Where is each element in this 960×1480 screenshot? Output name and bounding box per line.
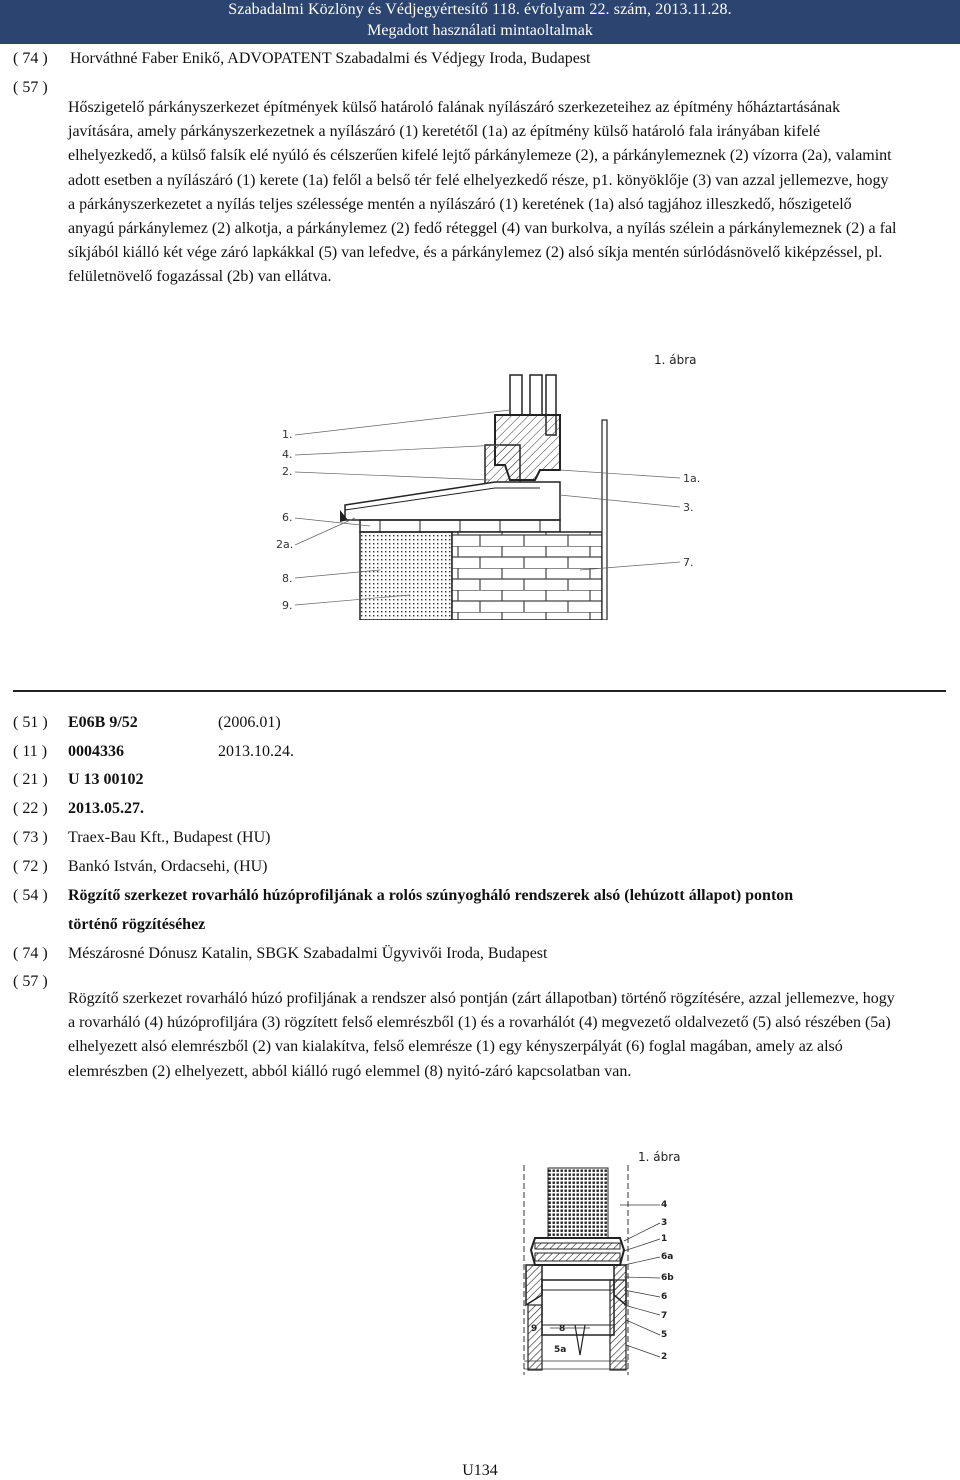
section-title: Megadott használati mintaoltalmak xyxy=(367,22,593,39)
fig1-label-1: 1. xyxy=(282,428,293,441)
inid-51-code: ( 51 ) xyxy=(13,714,48,731)
fig1-label-4: 4. xyxy=(282,448,293,461)
fig1-label-7: 7. xyxy=(683,556,694,569)
inid-74-code-2: ( 74 ) xyxy=(13,945,48,962)
fig2-label-9: 9 xyxy=(531,1324,538,1334)
fig1-label-3: 3. xyxy=(683,501,694,514)
fig2-label-7: 7 xyxy=(661,1311,668,1321)
inid-74-text: Horváthné Faber Enikő, ADVOPATENT Szabadalmi és Védjegy Iroda, Budapest xyxy=(70,50,591,67)
inid-74-text-2: Mészárosné Dónusz Katalin, SBGK Szabadalmi Ügyvivői Iroda, Budapest xyxy=(68,945,548,962)
inid-22-code: ( 22 ) xyxy=(13,800,48,817)
abstract-paragraph-2: Rögzítő szerkezet rovarháló húzó profiljának a rendszer alsó pontján (zárt állapotban) történő rögzítésére, azzal jellemezve, hogy a rovarháló (4) húzóprofiljára (3) rögzített felső elemrészből (1) és a rovarhálót (4) megvezető oldalvezető (5) alsó részében (5a) elhelyezett alsó elemrészből (2) van kialakítva, felső elemrésze (1) egy kényszerpályát (6) foglal magában, amely az alsó elemrészben (2) elhelyezett, abból kiálló rugó elemmel (8) nyitó-záró kapcsolatban van. xyxy=(68,990,895,1080)
fig2-label-3: 3 xyxy=(661,1218,668,1228)
abstract-text-2 xyxy=(68,987,898,1084)
fig1-label-2: 2. xyxy=(282,465,293,478)
page-number: U134 xyxy=(462,1462,498,1479)
fig2-label-2: 2 xyxy=(661,1352,668,1362)
inid-51-date: (2006.01) xyxy=(218,714,281,731)
fig1-label-9: 9. xyxy=(282,599,293,612)
fig2-label-6b: 6b xyxy=(661,1273,674,1283)
inid-57-code: ( 57 ) xyxy=(13,79,48,96)
fig2-label-8: 8 xyxy=(559,1324,566,1334)
inid-57-code-2: ( 57 ) xyxy=(13,973,48,990)
figure-sill-section xyxy=(260,370,720,620)
inid-22-text: 2013.05.27. xyxy=(68,800,144,817)
fig1-label-1a: 1a. xyxy=(683,472,701,485)
inid-72-code: ( 72 ) xyxy=(13,858,48,875)
inid-21-code: ( 21 ) xyxy=(13,771,48,788)
inid-73-code: ( 73 ) xyxy=(13,829,48,846)
fig2-label-6: 6 xyxy=(661,1292,668,1302)
inid-11-text: 0004336 xyxy=(68,743,124,760)
inid-54-line1: Rögzítő szerkezet rovarháló húzóprofiljának a rolós szúnyogháló rendszerek alsó (lehúzott állapot) ponton xyxy=(68,887,794,904)
fig2-label-4: 4 xyxy=(661,1200,668,1210)
sill-drawing xyxy=(260,370,720,620)
entry-divider xyxy=(13,690,946,692)
figure-title-2: 1. ábra xyxy=(638,1150,681,1164)
abstract-paragraph: Hőszigetelő párkányszerkezet építmények külső határoló falának nyílászáró szerkezeteihez az építmény hőháztartásának javítására, amely párkányszerkezetnek a nyílászáró (1) keretétől (1a) az építmény külső határoló fala irányában kifelé elhelyezkedő, a külső falsík elé nyúló és célszerűen kifelé lejtő párkánylemeze (2), a párkánylemeznek (2) vízorra (2a), valamint adott esetben a nyílászáró (1) kerete (1a) felől a belső tér felé elhelyezkedő része, p1. könyöklője (3) van azzal jellemezve, hogy a párkányszerkezetet a nyílás teljes szélessége mentén a nyílászáró (1) keretének (1a) alsó tagjához illeszkedő, hőszigetelő anyagú párkánylemez (2) alkotja, a párkánylemez (2) fedő réteggel (4) van burkolva, a nyílás szélein a párkánylemeznek (2) a fal síkjából kiálló két vége záró lapkákkal (5) van lefedve, és a párkánylemez (2) alsó síkja mentén súrlódásnövelő kiképzéssel, pl. felületnövelő fogazással (2b) van ellátva. xyxy=(68,99,897,286)
fig2-label-6a: 6a xyxy=(661,1252,674,1262)
abstract-text xyxy=(68,96,898,290)
inid-54-code: ( 54 ) xyxy=(13,887,48,904)
inid-21-text: U 13 00102 xyxy=(68,771,144,788)
fig2-label-5: 5 xyxy=(661,1330,668,1340)
fig2-label-5a: 5a xyxy=(554,1345,567,1355)
inid-11-code: ( 11 ) xyxy=(13,743,48,760)
inid-72-text: Bankó István, Ordacsehi, (HU) xyxy=(68,858,268,875)
journal-title: Szabadalmi Közlöny és Védjegyértesítő 118. évfolyam 22. szám, 2013.11.28. xyxy=(228,1,732,18)
inid-54-line2: történő rögzítéséhez xyxy=(68,916,206,933)
inid-51-text: E06B 9/52 xyxy=(68,714,138,731)
inid-74-code: ( 74 ) xyxy=(13,50,48,67)
fig1-label-8: 8. xyxy=(282,572,293,585)
inid-11-date: 2013.10.24. xyxy=(218,743,294,760)
fig2-label-1: 1 xyxy=(661,1234,668,1244)
inid-73-text: Traex-Bau Kft., Budapest (HU) xyxy=(68,829,271,846)
journal-header xyxy=(0,0,960,44)
fig1-label-6: 6. xyxy=(282,511,293,524)
fig1-label-2a: 2a. xyxy=(276,538,294,551)
figure-title: 1. ábra xyxy=(654,353,697,367)
